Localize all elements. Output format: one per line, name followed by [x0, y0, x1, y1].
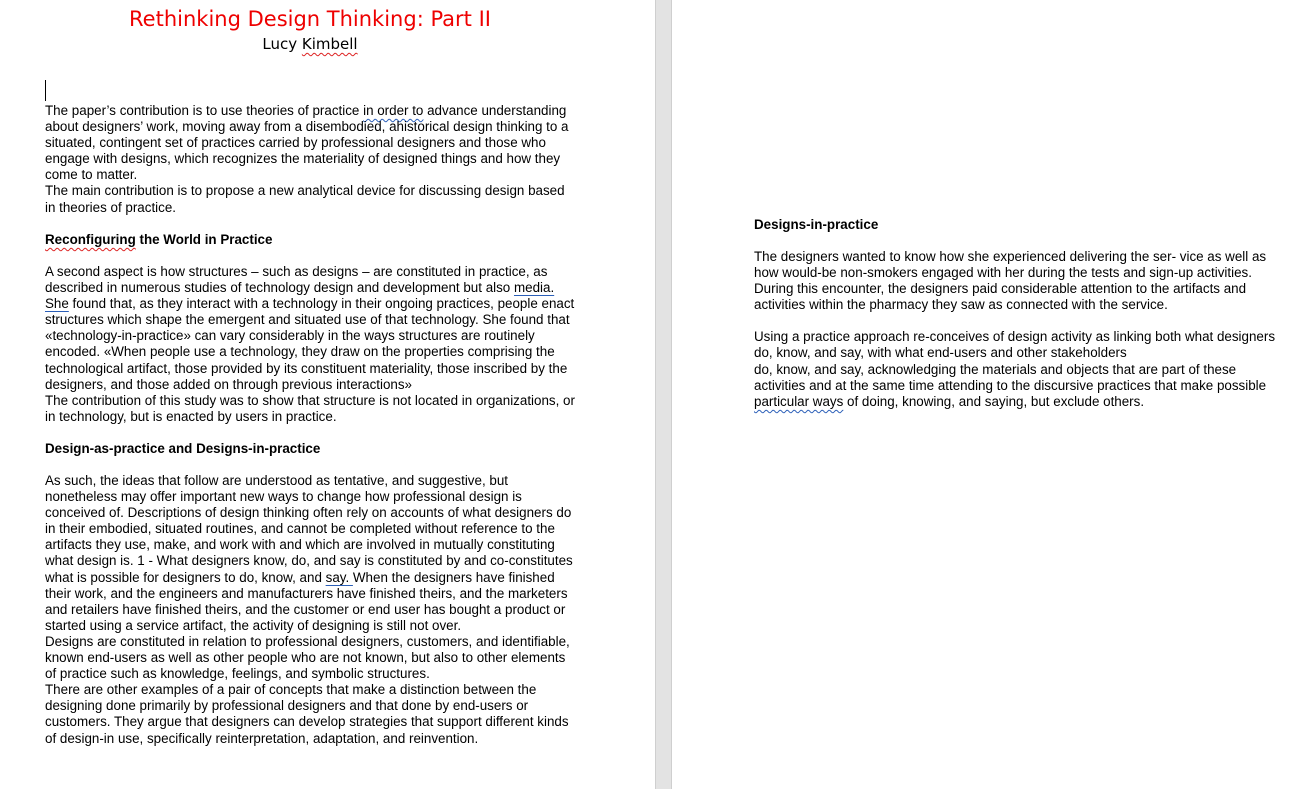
spelling-flag: Kimbell — [301, 35, 358, 53]
document-title: Rethinking Design Thinking: Part II — [129, 7, 491, 31]
paragraph: Designs are constituted in relation to professional designers, customers, and identifiable, known end-users as well as other people who are not known, but also to other elements of practice such as knowledge, feelings, and symbolic structures. — [45, 633, 570, 682]
paragraph: The main contribution is to propose a new analytical device for discussing design based in theories of practice. — [45, 183, 565, 215]
paragraph: As such, the ideas that follow are understood as tentative, and suggestive, but nonetheless may offer important new ways to change how professional design is conceived of. Descriptions of design thinking often rely on accounts of what designers do in their embodied, situated routines, and cannot be completed without reference to the artifacts they use, make, and work with and which are involved in mutually constituting what design is. 1 - What designers know, do, and say is constituted by and co-constitutes what is possible for designers to do, know, and say. When the designers have finished their work, and the engineers and manufacturers have finished theirs, and the marketers and retailers have finished theirs, and the customer or end user has bought a product or started using a service artifact, the activity of designing is still not over. — [45, 473, 573, 633]
grammar-flag: particular ways — [754, 393, 844, 409]
paragraph: The designers wanted to know how she experienced delivering the ser- vice as well as how would-be non-smokers engaged with her during the tests and sign-up activities. During this encounter, the designers paid considerable attention to the artifacts and activities within the pharmacy they saw as connected with the service. — [754, 249, 1267, 313]
document-author: Lucy Kimbell — [262, 35, 358, 53]
intro-text — [45, 103, 575, 216]
paragraph: There are other examples of a pair of concepts that make a distinction between the designing done primarily by professional designers and that done by end-users or customers. They argue that designers can develop strategies that support different kinds of design-in use, specifically reinterpretation, adaptation, and reinvention. — [45, 682, 569, 746]
paragraph: The contribution of this study was to show that structure is not located in organizations, or in technology, but is enacted by users in practice. — [45, 392, 575, 424]
paragraph: Using a practice approach re-conceives of design activity as linking both what designers do, know, and say, with what end-users and other stakeholders do, know, and say, acknowledging the materials and objects that are part of these activities and at the same time attending to the discursive practices that make possible particular ways of doing, knowing, and saying, but exclude others. — [754, 329, 1276, 409]
blank-line — [754, 313, 1276, 329]
spelling-flag: Reconfiguring — [45, 232, 136, 247]
grammar-flag: in order to — [363, 103, 424, 118]
section-text — [754, 249, 1276, 410]
grammar-flag: media. She — [45, 280, 555, 312]
paragraph: A second aspect is how structures – such as designs – are constituted in practice, as described in numerous studies of technology design and development but also media. She found that, as they interact with a technology in their ongoing practices, people enact structures which shape the emergent and situated use of that technology. She found that «technology-in-practice» can vary considerably in the ways structures are routinely encoded. «When people use a technology, they draw on the properties comprising the technological artifact, those provided by its constituent materiality, those inscribed by the designers, and those added on through previous interactions» — [45, 264, 575, 392]
grammar-flag: say. — [325, 569, 353, 585]
paragraph: The paper’s contribution is to use theories of practice in order to advance understanding about designers’ work, moving away from a disembodied, ahistorical design thinking to a situated, contingent set of practices carried by professional designers and those who engage with designs, which recognizes the materiality of designed things and how they come to matter. — [45, 103, 569, 183]
text-cursor — [45, 80, 46, 101]
section-text — [45, 264, 577, 425]
section-heading: Designs-in-practice — [754, 217, 879, 232]
section-text — [45, 473, 575, 747]
section-heading: Reconfiguring the World in Practice — [45, 232, 273, 247]
document-page-2[interactable] — [672, 0, 1301, 789]
section-heading: Design-as-practice and Designs-in-practice — [45, 441, 321, 456]
page-gap-divider — [655, 0, 656, 789]
